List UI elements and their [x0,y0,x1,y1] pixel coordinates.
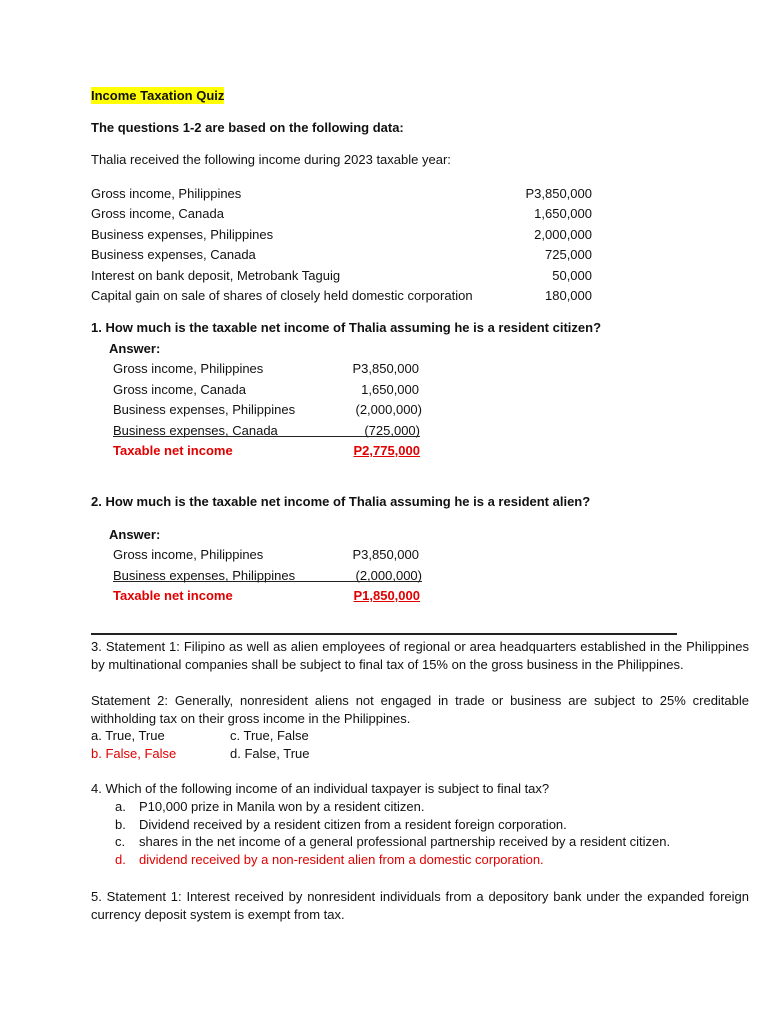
q1-subtotal-rule [113,436,420,437]
data-row-label: Business expenses, Philippines [91,227,274,242]
q4-option-letter: d. [115,852,126,867]
intro-text: The questions 1-2 are based on the following data: [91,120,404,135]
q1-row-label: Gross income, Canada [113,382,246,397]
data-row-label: Business expenses, Canada [91,247,256,262]
q2-row-label: Business expenses, Philippines [113,568,296,583]
data-row-value: P3,850,000 [525,186,592,201]
q4-option-text: P10,000 prize in Manila won by a resident citizen. [139,799,425,814]
q1-row-label: Business expenses, Philippines [113,402,296,417]
q1-row-value: P3,850,000 [352,361,419,376]
q4-question: 4. Which of the following income of an individual taxpayer is subject to final tax? [91,781,550,796]
data-row-label: Interest on bank deposit, Metrobank Taguig [91,268,341,283]
q2-subtotal-rule [113,581,422,582]
q2-total-label: Taxable net income [113,588,233,603]
q1-row-value: (725,000) [364,423,420,438]
q4-option-letter: b. [115,817,126,832]
q3-option-a: a. True, True [91,728,165,743]
section-divider [91,633,677,635]
q3-option-c: c. True, False [230,728,309,743]
data-row-value: 50,000 [552,268,592,283]
q2-row-value: P3,850,000 [352,547,419,562]
quiz-title: Income Taxation Quiz [91,88,225,103]
q1-question: 1. How much is the taxable net income of Thalia assuming he is a resident citizen? [91,320,602,335]
q1-total-value: P2,775,000 [353,443,420,458]
q4-option-text: shares in the net income of a general professional partnership received by a resident citizen. [139,834,671,849]
q1-row-value: (2,000,000) [355,402,422,417]
context-text: Thalia received the following income during 2023 taxable year: [91,152,451,167]
q2-total-value: P1,850,000 [353,588,420,603]
data-row-label: Gross income, Philippines [91,186,242,201]
q3-statement-1: 3. Statement 1: Filipino as well as alien employees of regional or area headquarters established in the Philippines by multinational companies shall be subject to final tax of 15% on the gross business in the Philippines. [91,639,749,672]
q2-answer-label: Answer: [109,527,161,542]
data-row-label: Gross income, Canada [91,206,224,221]
data-row-label: Capital gain on sale of shares of closely held domestic corporation [91,288,473,303]
data-row-value: 1,650,000 [534,206,592,221]
q3-option-b: b. False, False [91,746,177,761]
data-row-value: 180,000 [545,288,592,303]
q1-row-label: Gross income, Philippines [113,361,264,376]
q1-total-label: Taxable net income [113,443,233,458]
q1-row-value: 1,650,000 [361,382,419,397]
q1-answer-label: Answer: [109,341,161,356]
q4-option-letter: a. [115,799,126,814]
data-row-value: 725,000 [545,247,592,262]
q4-option-letter: c. [115,834,126,849]
q3-option-d: d. False, True [230,746,310,761]
q1-row-label: Business expenses, Canada [113,423,278,438]
q3-statement-2: Statement 2: Generally, nonresident aliens not engaged in trade or business are subject to 25% creditable withholding tax on their gross income in the Philippines. [91,693,749,726]
q2-row-value: (2,000,000) [355,568,422,583]
q4-option-text: dividend received by a non-resident alien from a domestic corporation. [139,852,544,867]
q2-question: 2. How much is the taxable net income of Thalia assuming he is a resident alien? [91,494,591,509]
q4-option-text: Dividend received by a resident citizen from a resident foreign corporation. [139,817,567,832]
q5-statement-1: 5. Statement 1: Interest received by nonresident individuals from a depository bank under the expanded foreign currency deposit system is exempt from tax. [91,889,749,922]
q2-row-label: Gross income, Philippines [113,547,264,562]
data-row-value: 2,000,000 [534,227,592,242]
